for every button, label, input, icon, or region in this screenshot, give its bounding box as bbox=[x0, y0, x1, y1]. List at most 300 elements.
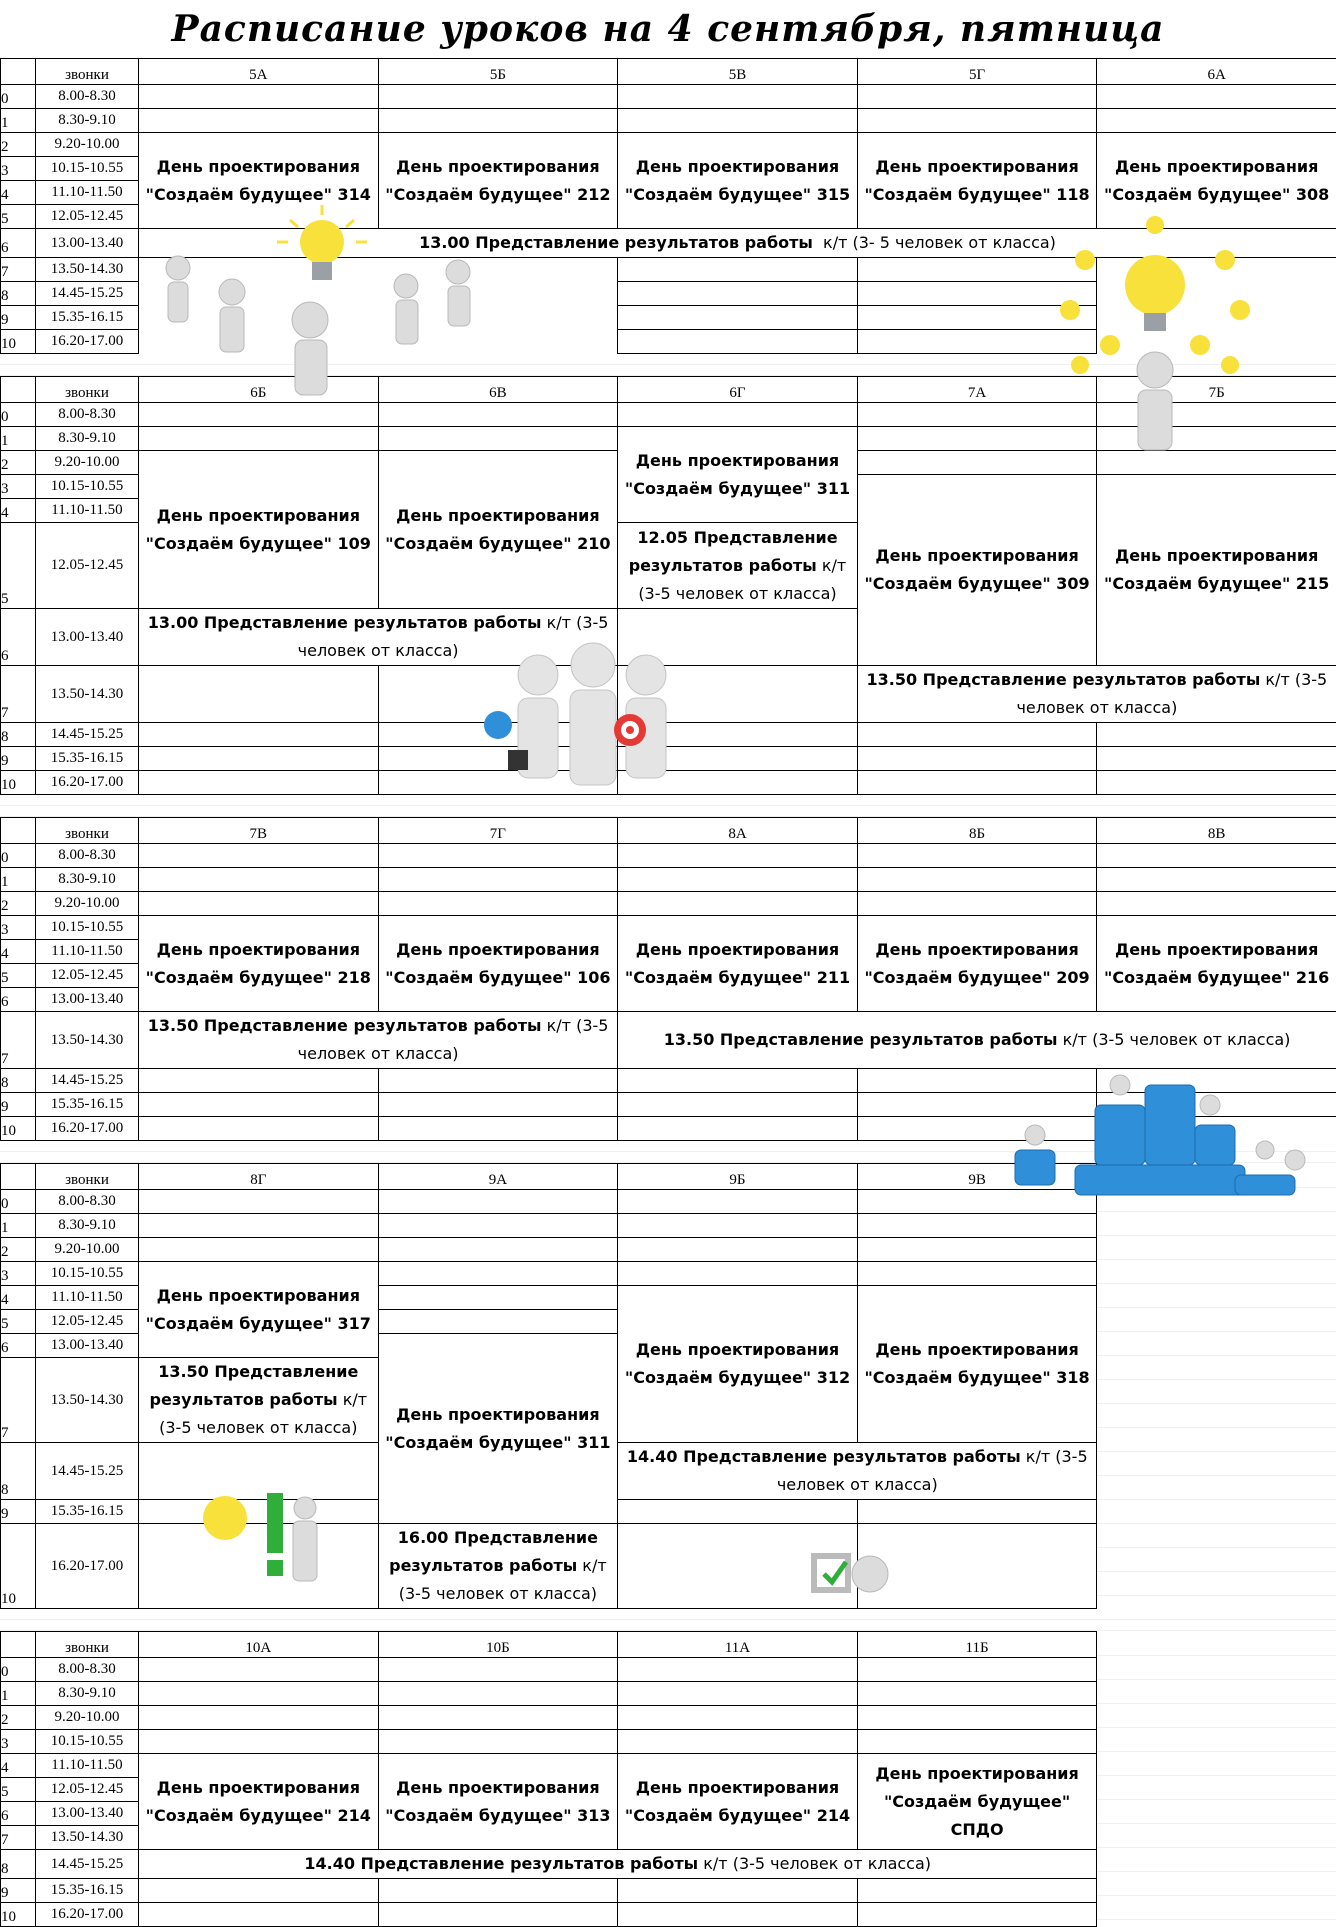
class-header: 6А bbox=[1097, 59, 1336, 85]
schedule-cell bbox=[378, 1117, 618, 1141]
row-index: 5 bbox=[1, 205, 36, 229]
bell-time: 9.20-10.00 bbox=[36, 451, 139, 475]
bell-time: 10.15-10.55 bbox=[36, 157, 139, 181]
schedule-cell bbox=[378, 1238, 618, 1262]
project-cell bbox=[1097, 133, 1336, 229]
bell-time: 13.00-13.40 bbox=[36, 229, 139, 258]
schedule-cell bbox=[618, 1658, 858, 1682]
row-index: 1 bbox=[1, 1682, 36, 1706]
bell-time: 14.45-15.25 bbox=[36, 723, 139, 747]
schedule-cell bbox=[857, 844, 1097, 868]
schedule-cell bbox=[618, 85, 858, 109]
project-cell bbox=[857, 1754, 1097, 1850]
class-header: 8В bbox=[1097, 818, 1336, 844]
class-header: 6Б bbox=[139, 377, 379, 403]
schedule-cell bbox=[618, 1190, 858, 1214]
schedule-cell bbox=[139, 1117, 379, 1141]
cell-text: День проектирования bbox=[618, 1774, 857, 1802]
bell-time: 15.35-16.15 bbox=[36, 1879, 139, 1903]
cell-text: 13.50 Представление результатов работы bbox=[664, 1030, 1058, 1049]
schedule-cell bbox=[618, 1069, 858, 1093]
schedule-cell bbox=[857, 1117, 1097, 1141]
schedule-cell bbox=[378, 109, 618, 133]
cell-text: День проектирования bbox=[379, 1401, 618, 1429]
row-index: 8 bbox=[1, 1443, 36, 1500]
cell-text: День проектирования bbox=[139, 1774, 378, 1802]
bells-header: звонки bbox=[36, 377, 139, 403]
schedule-cell bbox=[1097, 1093, 1336, 1117]
schedule-cell bbox=[378, 1214, 618, 1238]
cell-text: 12.05 Представление результатов работы bbox=[629, 528, 838, 575]
bell-time: 10.15-10.55 bbox=[36, 1730, 139, 1754]
row-index: 1 bbox=[1, 868, 36, 892]
class-header: 5В bbox=[618, 59, 858, 85]
schedule-cell bbox=[1097, 1632, 1336, 1927]
bell-time: 8.00-8.30 bbox=[36, 403, 139, 427]
row-index: 4 bbox=[1, 940, 36, 964]
schedule-cell bbox=[378, 258, 618, 282]
schedule-cell bbox=[618, 666, 858, 723]
cell-text: День проектирования bbox=[139, 936, 378, 964]
schedule-cell bbox=[378, 1310, 618, 1334]
cell-text: к/т (3-5 человек от класса) bbox=[638, 556, 846, 603]
schedule-cell bbox=[857, 1706, 1097, 1730]
project-cell bbox=[139, 133, 379, 229]
project-cell bbox=[618, 1754, 858, 1850]
schedule-cell bbox=[618, 1214, 858, 1238]
schedule-cell bbox=[618, 330, 858, 354]
project-cell bbox=[139, 1262, 379, 1358]
row-index: 10 bbox=[1, 1903, 36, 1927]
cell-text: День проектирования bbox=[379, 1774, 618, 1802]
bell-time: 11.10-11.50 bbox=[36, 1754, 139, 1778]
cell-text: День проектирования bbox=[858, 936, 1097, 964]
row-index: 3 bbox=[1, 916, 36, 940]
cell-text: День проектирования bbox=[618, 936, 857, 964]
schedule-cell bbox=[857, 1238, 1097, 1262]
schedule-cell bbox=[139, 427, 379, 451]
schedule-cell bbox=[857, 403, 1097, 427]
cell-text: День проектирования bbox=[379, 502, 618, 530]
schedule-cell bbox=[618, 1262, 858, 1286]
schedule-cell bbox=[1097, 258, 1336, 282]
schedule-cell bbox=[139, 1730, 379, 1754]
cell-text: День проектирования bbox=[379, 153, 618, 181]
page-title: Расписание уроков на 4 сентября, пятница bbox=[0, 0, 1336, 58]
class-header: 5А bbox=[139, 59, 379, 85]
bell-time: 13.50-14.30 bbox=[36, 666, 139, 723]
schedule-cell bbox=[857, 330, 1097, 354]
presentation-cell bbox=[618, 1012, 1336, 1069]
cell-text: к/т (3-5 человек от класса) bbox=[777, 1447, 1088, 1494]
presentation-cell bbox=[139, 609, 618, 666]
schedule-cell bbox=[618, 844, 858, 868]
cell-text: "Создаём будущее" 215 bbox=[1097, 570, 1336, 598]
schedule-cell bbox=[139, 844, 379, 868]
schedule-cell bbox=[618, 723, 858, 747]
schedule-cell bbox=[378, 85, 618, 109]
cell-text: "Создаём будущее" 317 bbox=[139, 1310, 378, 1338]
cell-text: День проектирования bbox=[618, 447, 857, 475]
schedule-cell bbox=[378, 1658, 618, 1682]
bell-time: 15.35-16.15 bbox=[36, 306, 139, 330]
schedule-cell bbox=[378, 306, 618, 330]
cell-text: День проектирования bbox=[139, 502, 378, 530]
schedule-cell bbox=[139, 306, 379, 330]
cell-text: "Создаём будущее" 314 bbox=[139, 181, 378, 209]
cell-text: 13.50 Представление результатов работы bbox=[148, 1016, 542, 1035]
cell-text: "Создаём будущее" 210 bbox=[379, 530, 618, 558]
bell-time: 10.15-10.55 bbox=[36, 1262, 139, 1286]
cell-text: "Создаём будущее" 218 bbox=[139, 964, 378, 992]
row-index: 8 bbox=[1, 723, 36, 747]
cell-text: 14.40 Представление результатов работы bbox=[627, 1447, 1021, 1466]
schedule-cell bbox=[139, 1093, 379, 1117]
cell-text: День проектирования bbox=[858, 153, 1097, 181]
bell-time: 11.10-11.50 bbox=[36, 181, 139, 205]
cell-text: "Создаём будущее" СПДО bbox=[858, 1788, 1097, 1844]
schedule-cell bbox=[857, 451, 1097, 475]
row-index: 0 bbox=[1, 1190, 36, 1214]
cell-text: "Создаём будущее" 212 bbox=[379, 181, 618, 209]
schedule-cell bbox=[378, 1190, 618, 1214]
schedule-cell bbox=[139, 666, 379, 723]
schedule-cell bbox=[857, 282, 1097, 306]
presentation-cell bbox=[139, 1358, 379, 1443]
schedule-cell bbox=[1, 377, 36, 403]
schedule-cell bbox=[139, 1682, 379, 1706]
bell-time: 12.05-12.45 bbox=[36, 1310, 139, 1334]
cell-text: 13.00 Представление результатов работы bbox=[419, 233, 813, 252]
schedule-cell bbox=[618, 306, 858, 330]
cell-text: "Создаём будущее" 209 bbox=[858, 964, 1097, 992]
project-cell bbox=[618, 133, 858, 229]
schedule-block-4 bbox=[0, 1163, 1336, 1609]
bell-time: 14.45-15.25 bbox=[36, 1443, 139, 1500]
cell-text: "Создаём будущее" 308 bbox=[1097, 181, 1336, 209]
cell-text: к/т (3-5 человек от класса) bbox=[399, 1556, 607, 1603]
bell-time: 11.10-11.50 bbox=[36, 499, 139, 523]
schedule-cell bbox=[1097, 451, 1336, 475]
bell-time: 12.05-12.45 bbox=[36, 523, 139, 609]
cell-text: 13.00 Представление результатов работы bbox=[148, 613, 542, 632]
schedule-cell bbox=[139, 1069, 379, 1093]
row-index: 8 bbox=[1, 282, 36, 306]
presentation-cell bbox=[139, 229, 1336, 258]
schedule-cell bbox=[139, 1443, 379, 1500]
block-gap bbox=[0, 354, 1336, 376]
schedule-cell bbox=[139, 1879, 379, 1903]
bell-time: 11.10-11.50 bbox=[36, 940, 139, 964]
cell-text: "Создаём будущее" 216 bbox=[1097, 964, 1336, 992]
schedule-cell bbox=[857, 427, 1097, 451]
row-index: 5 bbox=[1, 523, 36, 609]
cell-text: День проектирования bbox=[1097, 936, 1336, 964]
schedule-cell bbox=[618, 258, 858, 282]
schedule-cell bbox=[378, 1903, 618, 1927]
schedule-cell bbox=[378, 747, 618, 771]
presentation-cell bbox=[618, 1443, 1097, 1500]
bell-time: 11.10-11.50 bbox=[36, 1286, 139, 1310]
schedule-cell bbox=[1097, 85, 1336, 109]
schedule-cell bbox=[1, 1164, 36, 1190]
schedule-cell bbox=[1097, 892, 1336, 916]
schedule-cell bbox=[857, 1500, 1097, 1524]
schedule-cell bbox=[139, 723, 379, 747]
schedule-cell bbox=[378, 844, 618, 868]
schedule-cell bbox=[378, 1262, 618, 1286]
cell-text: 13.50 Представление результатов работы bbox=[867, 670, 1261, 689]
schedule-cell bbox=[378, 1730, 618, 1754]
project-cell bbox=[857, 916, 1097, 1012]
row-index: 1 bbox=[1, 1214, 36, 1238]
cell-text: "Создаём будущее" 211 bbox=[618, 964, 857, 992]
cell-text: "Создаём будущее" 118 bbox=[858, 181, 1097, 209]
schedule-cell bbox=[857, 1879, 1097, 1903]
bell-time: 13.00-13.40 bbox=[36, 609, 139, 666]
schedule-block-3 bbox=[0, 817, 1336, 1141]
row-index: 3 bbox=[1, 475, 36, 499]
schedule-cell bbox=[1097, 1117, 1336, 1141]
class-header: 5Г bbox=[857, 59, 1097, 85]
schedule-cell bbox=[378, 868, 618, 892]
bell-time: 16.20-17.00 bbox=[36, 771, 139, 795]
schedule-cell bbox=[618, 282, 858, 306]
schedule-cell bbox=[378, 771, 618, 795]
cell-text: к/т (3-5 человек от класса) bbox=[703, 1854, 931, 1873]
schedule-cell bbox=[1097, 306, 1336, 330]
cell-text: "Создаём будущее" 313 bbox=[379, 1802, 618, 1830]
schedule-cell bbox=[857, 258, 1097, 282]
bell-time: 13.50-14.30 bbox=[36, 258, 139, 282]
bell-time: 13.50-14.30 bbox=[36, 1826, 139, 1850]
presentation-cell bbox=[378, 1524, 618, 1609]
row-index: 6 bbox=[1, 609, 36, 666]
cell-text: "Создаём будущее" 312 bbox=[618, 1364, 857, 1392]
class-header: 7Г bbox=[378, 818, 618, 844]
bells-header: звонки bbox=[36, 818, 139, 844]
bell-time: 10.15-10.55 bbox=[36, 916, 139, 940]
schedule-cell bbox=[1, 818, 36, 844]
project-cell bbox=[378, 451, 618, 609]
schedule-cell bbox=[857, 1214, 1097, 1238]
class-header: 8Б bbox=[857, 818, 1097, 844]
schedule-cell bbox=[1097, 403, 1336, 427]
row-index: 3 bbox=[1, 157, 36, 181]
schedule-cell bbox=[139, 282, 379, 306]
schedule-cell bbox=[618, 1524, 858, 1609]
schedule-cell bbox=[618, 1706, 858, 1730]
schedule-cell bbox=[139, 1190, 379, 1214]
bell-time: 8.30-9.10 bbox=[36, 1214, 139, 1238]
class-header: 9Б bbox=[618, 1164, 858, 1190]
bell-time: 13.00-13.40 bbox=[36, 988, 139, 1012]
row-index: 1 bbox=[1, 427, 36, 451]
schedule-cell bbox=[857, 1682, 1097, 1706]
presentation-cell bbox=[139, 1850, 1097, 1879]
bell-time: 9.20-10.00 bbox=[36, 133, 139, 157]
schedule-cell bbox=[618, 609, 858, 666]
cell-text: 13.50 Представление результатов работы bbox=[150, 1362, 359, 1409]
schedule-cell bbox=[378, 1706, 618, 1730]
bell-time: 8.00-8.30 bbox=[36, 85, 139, 109]
schedule-cell bbox=[1097, 771, 1336, 795]
bell-time: 12.05-12.45 bbox=[36, 1778, 139, 1802]
bell-time: 14.45-15.25 bbox=[36, 282, 139, 306]
bell-time: 8.30-9.10 bbox=[36, 1682, 139, 1706]
schedule-cell bbox=[139, 85, 379, 109]
bell-time: 10.15-10.55 bbox=[36, 475, 139, 499]
schedule-cell bbox=[857, 1903, 1097, 1927]
bell-time: 9.20-10.00 bbox=[36, 892, 139, 916]
row-index: 0 bbox=[1, 403, 36, 427]
schedule-cell bbox=[378, 723, 618, 747]
row-index: 0 bbox=[1, 1658, 36, 1682]
row-index: 10 bbox=[1, 1117, 36, 1141]
bell-time: 16.20-17.00 bbox=[36, 1903, 139, 1927]
cell-text: День проектирования bbox=[618, 1336, 857, 1364]
block-gap bbox=[0, 795, 1336, 817]
schedule-cell bbox=[139, 1524, 379, 1609]
bell-time: 9.20-10.00 bbox=[36, 1238, 139, 1262]
row-index: 10 bbox=[1, 1524, 36, 1609]
cell-text: День проектирования bbox=[858, 1336, 1097, 1364]
class-header: 6Г bbox=[618, 377, 858, 403]
schedule-cell bbox=[139, 258, 379, 282]
row-index: 9 bbox=[1, 1500, 36, 1524]
bell-time: 12.05-12.45 bbox=[36, 205, 139, 229]
bells-header: звонки bbox=[36, 1164, 139, 1190]
cell-text: к/т (3-5 человек от класса) bbox=[159, 1390, 367, 1437]
schedule-cell bbox=[618, 1903, 858, 1927]
schedule-cell bbox=[857, 892, 1097, 916]
project-cell bbox=[1097, 916, 1336, 1012]
row-index: 9 bbox=[1, 1093, 36, 1117]
cell-text: 14.40 Представление результатов работы bbox=[304, 1854, 698, 1873]
bell-time: 15.35-16.15 bbox=[36, 1500, 139, 1524]
cell-text: к/т (3-5 человек от класса) bbox=[298, 613, 609, 660]
cell-text: "Создаём будущее" 214 bbox=[618, 1802, 857, 1830]
schedule-cell bbox=[378, 330, 618, 354]
cell-text: День проектирования bbox=[139, 1282, 378, 1310]
schedule-cell bbox=[1097, 427, 1336, 451]
schedule-cell bbox=[618, 109, 858, 133]
class-header: 8А bbox=[618, 818, 858, 844]
row-index: 8 bbox=[1, 1850, 36, 1879]
bell-time: 9.20-10.00 bbox=[36, 1706, 139, 1730]
schedule-cell bbox=[139, 330, 379, 354]
cell-text: День проектирования bbox=[139, 153, 378, 181]
bell-time: 8.00-8.30 bbox=[36, 1658, 139, 1682]
row-index: 3 bbox=[1, 1730, 36, 1754]
cell-text: "Создаём будущее" 214 bbox=[139, 1802, 378, 1830]
schedule-cell bbox=[139, 747, 379, 771]
schedule-cell bbox=[139, 109, 379, 133]
row-index: 5 bbox=[1, 1310, 36, 1334]
schedule-cell bbox=[1097, 723, 1336, 747]
row-index: 0 bbox=[1, 85, 36, 109]
schedule-cell bbox=[1097, 844, 1336, 868]
cell-text: 16.00 Представление результатов работы bbox=[389, 1528, 598, 1575]
schedule-cell bbox=[378, 427, 618, 451]
schedule-cell bbox=[857, 306, 1097, 330]
project-cell bbox=[857, 1286, 1097, 1443]
schedule-cell bbox=[618, 403, 858, 427]
row-index: 2 bbox=[1, 1706, 36, 1730]
project-cell bbox=[378, 1754, 618, 1850]
project-cell bbox=[618, 1286, 858, 1443]
class-header: 7А bbox=[857, 377, 1097, 403]
schedule-cell bbox=[857, 1524, 1097, 1609]
bell-time: 16.20-17.00 bbox=[36, 1524, 139, 1609]
schedule-cell bbox=[139, 1500, 379, 1524]
row-index: 4 bbox=[1, 1286, 36, 1310]
cell-text: к/т (3-5 человек от класса) bbox=[1063, 1030, 1291, 1049]
row-index: 8 bbox=[1, 1069, 36, 1093]
row-index: 2 bbox=[1, 451, 36, 475]
row-index: 1 bbox=[1, 109, 36, 133]
project-cell bbox=[139, 451, 379, 609]
row-index: 10 bbox=[1, 330, 36, 354]
presentation-cell bbox=[139, 1012, 618, 1069]
schedule-cell bbox=[857, 85, 1097, 109]
cell-text: День проектирования bbox=[858, 542, 1097, 570]
bell-time: 13.50-14.30 bbox=[36, 1358, 139, 1443]
row-index: 6 bbox=[1, 1802, 36, 1826]
schedule-cell bbox=[378, 892, 618, 916]
schedule-block-1 bbox=[0, 58, 1336, 354]
project-cell bbox=[857, 133, 1097, 229]
bell-time: 8.30-9.10 bbox=[36, 868, 139, 892]
row-index: 3 bbox=[1, 1262, 36, 1286]
class-header: 7Б bbox=[1097, 377, 1336, 403]
bell-time: 14.45-15.25 bbox=[36, 1850, 139, 1879]
schedule-cell bbox=[618, 771, 858, 795]
schedule-cell bbox=[1, 1632, 36, 1658]
schedule-cell bbox=[857, 747, 1097, 771]
class-header: 11Б bbox=[857, 1632, 1097, 1658]
schedule-cell bbox=[139, 771, 379, 795]
schedule-cell bbox=[618, 868, 858, 892]
bell-time: 13.50-14.30 bbox=[36, 1012, 139, 1069]
schedule-cell bbox=[857, 723, 1097, 747]
class-header: 10А bbox=[139, 1632, 379, 1658]
cell-text: День проектирования bbox=[1097, 542, 1336, 570]
class-header: 8Г bbox=[139, 1164, 379, 1190]
presentation-cell bbox=[857, 666, 1336, 723]
cell-text: "Создаём будущее" 311 bbox=[618, 475, 857, 503]
class-header: 9А bbox=[378, 1164, 618, 1190]
bells-header: звонки bbox=[36, 1632, 139, 1658]
schedule-cell bbox=[618, 1093, 858, 1117]
row-index: 2 bbox=[1, 892, 36, 916]
row-index: 4 bbox=[1, 1754, 36, 1778]
row-index: 2 bbox=[1, 133, 36, 157]
bell-time: 13.00-13.40 bbox=[36, 1802, 139, 1826]
schedule-cell bbox=[1097, 282, 1336, 306]
schedule-cell bbox=[857, 771, 1097, 795]
project-cell bbox=[378, 916, 618, 1012]
row-index: 4 bbox=[1, 181, 36, 205]
schedule-cell bbox=[857, 1730, 1097, 1754]
project-cell bbox=[1097, 475, 1336, 666]
row-index: 7 bbox=[1, 1358, 36, 1443]
bell-time: 16.20-17.00 bbox=[36, 1117, 139, 1141]
bell-time: 8.30-9.10 bbox=[36, 109, 139, 133]
schedule-cell bbox=[857, 868, 1097, 892]
schedule-cell bbox=[139, 1658, 379, 1682]
bell-time: 14.45-15.25 bbox=[36, 1069, 139, 1093]
